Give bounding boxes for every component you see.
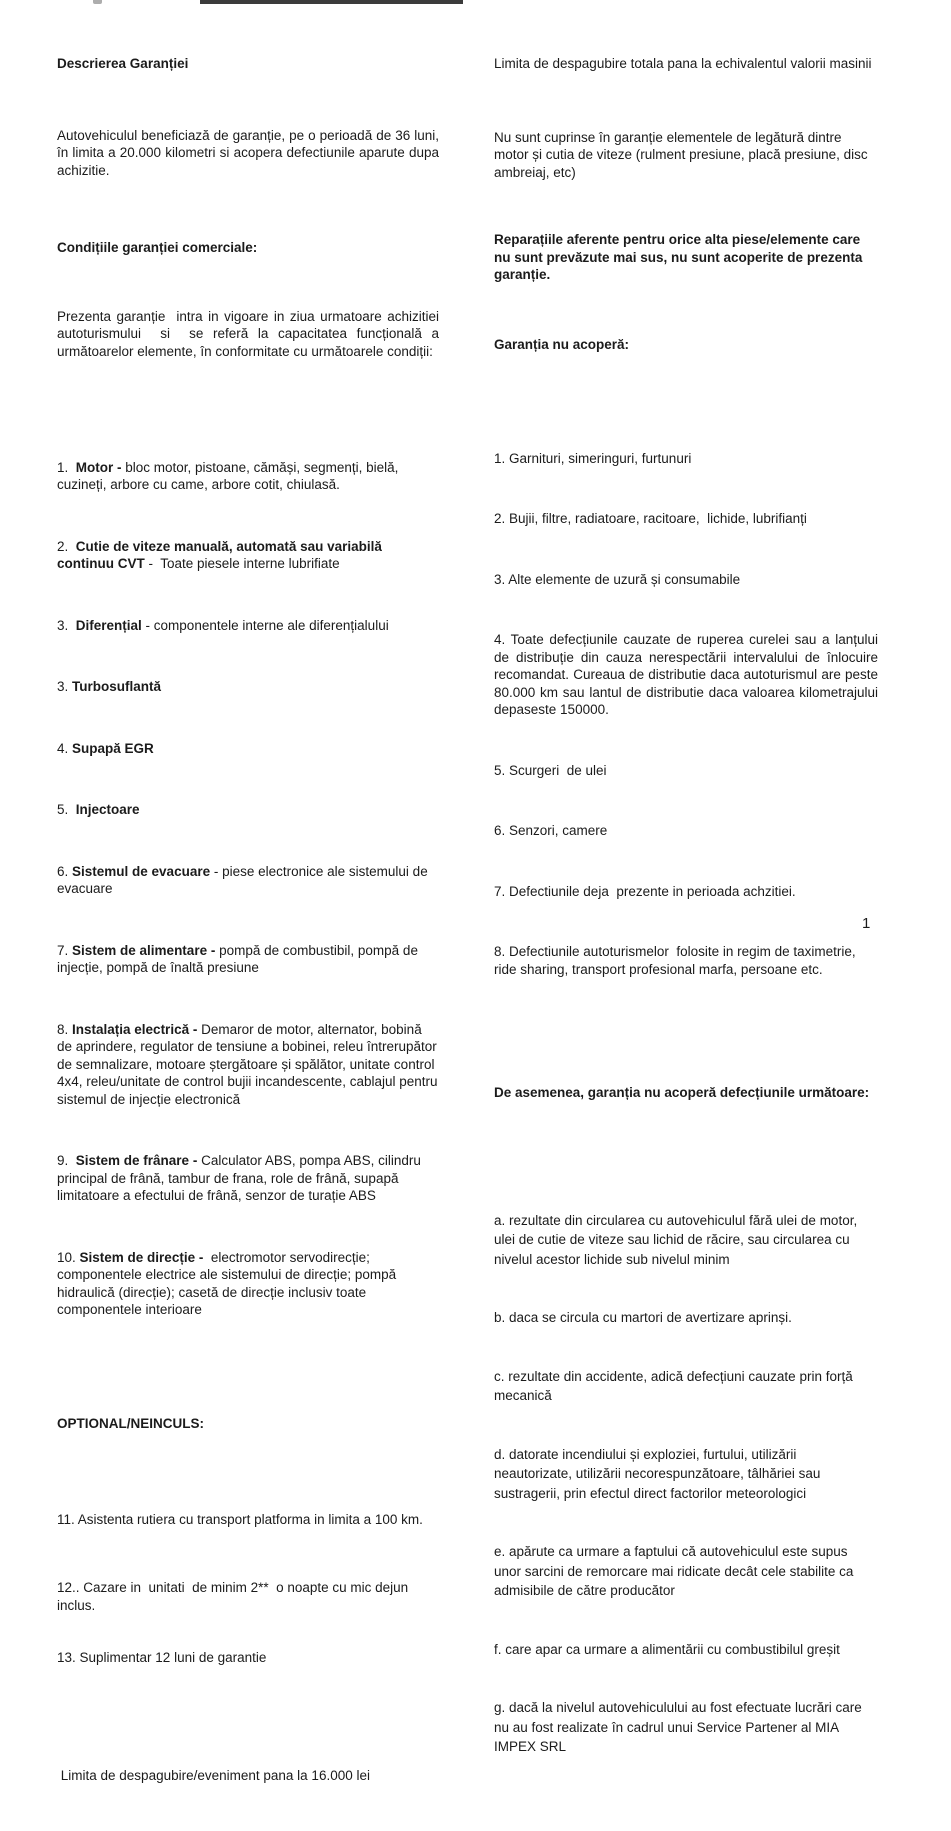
list-item-steering: [57, 1249, 439, 1319]
warranty-description-heading: Descrierea Garanției: [57, 56, 189, 71]
item-title: Sistem de direcție -: [79, 1249, 204, 1265]
item-text: - piese electronice ale sistemului de evacuare: [57, 863, 432, 896]
item-title: Sistemul de evacuare: [72, 863, 211, 879]
optional-item-extra-warranty: 13. Suplimentar 12 luni de garantie: [57, 1650, 267, 1665]
list-item-exhaust: [57, 863, 439, 898]
item-text: - componentele interne ale diferențialului: [141, 617, 389, 633]
item-text: Demaror de motor, alternator, bobină de aprindere, regulator de tensiune a bobinei, releu întrerupător de semnalizare, motoare ștergătoare și spălător, unitate control 4x4, releu/unitate de control bujii incandescente, cablajul pentru sistemul de injecție electronică: [57, 1021, 442, 1107]
item-number: 9.: [57, 1153, 76, 1168]
total-limit-paragraph: Limita de despagubire totala pana la echivalentul valorii masinii: [494, 56, 872, 71]
not-covered-item-gaskets: 1. Garnituri, simeringuri, furtunuri: [494, 450, 692, 466]
optional-item-lodging: 12.. Cazare in unitati de minim 2** o noapte cu mic dejun inclus.: [57, 1580, 412, 1613]
page-number: 1: [862, 915, 871, 932]
list-item-differential: [57, 617, 439, 635]
list-item-egr: [57, 740, 439, 758]
list-item-gearbox: [57, 538, 439, 573]
item-number: 7.: [57, 942, 73, 958]
item-title: Motor -: [75, 459, 122, 475]
exclusion-item-f: f. care apar ca urmare a alimentării cu combustibilul greșit: [494, 1641, 840, 1657]
not-covered-item-belt: 4. Toate defecțiunile cauzate de ruperea curelei sau a lanțului de distribuție din cauza nerespectării intervalului de înlocuire recomandat. Cureaua de distributie daca autoturismul are peste 80.000 km sau lantul de distributie daca valoarea kilometrajului depaseste 150000.: [494, 632, 882, 717]
item-title: Instalația electrică -: [72, 1021, 198, 1037]
not-covered-heading: Garanția nu acoperă:: [494, 336, 630, 352]
item-title: Cutie de viteze manuală, automată sau variabilă continuu CVT: [57, 538, 386, 571]
item-text: electromotor servodirecție; componentele electrice ale sistemului de direcție; pompă hidraulică (direcție); casetă de direcție inclusiv toate componentele interioare: [57, 1249, 400, 1317]
also-not-covered-heading: De asemenea, garanția nu acoperă defecțiunile următoare:: [494, 1084, 870, 1100]
exclusion-item-d: d. datorate incendiului și exploziei, furtului, utilizării neautorizate, utilizării necorespunzătoare, tâlhăriei sau sustragerii, prin efectul direct factorilor meteorologici: [494, 1446, 825, 1501]
item-number: 8.: [57, 1021, 73, 1037]
item-text: Calculator ABS, pompa ABS, cilindru principal de frână, tambur de frana, role de frână, supapă limitatoare a efectului de frână, senzor de turație ABS: [57, 1153, 425, 1203]
optional-item-roadside: 11. Asistenta rutiera cu transport platforma in limita a 100 km.: [57, 1511, 423, 1527]
list-item-electrical: [57, 1021, 442, 1109]
list-item-brakes: [57, 1152, 439, 1205]
item-title: Injectoare: [75, 802, 140, 817]
repairs-not-covered-paragraph: Reparațiile aferente pentru orice alta piese/elemente care nu sunt prevăzute mai sus, nu sunt acoperite de prezenta garanție.: [494, 232, 867, 282]
item-title: Turbosuflantă: [72, 679, 162, 694]
list-item-motor: [57, 459, 439, 494]
exclusion-item-g: g. dacă la nivelul autovehiculului au fost efectuate lucrări care nu au fost realizate în cadrul unui Service Partener al MIA IMPEX SRL: [494, 1700, 870, 1754]
left-column: [57, 0, 443, 1820]
not-covered-item-preexisting: 7. Defectiunile deja prezente in perioada achzitiei.: [494, 883, 796, 899]
covered-elements-list: [57, 424, 442, 1363]
not-covered-item-taxi-use: 8. Defectiunile autoturismelor folosite in regim de taximetrie, ride sharing, transport profesional marfa, persoane etc.: [494, 944, 860, 977]
item-number: 5.: [57, 802, 76, 817]
exclusion-item-c: c. rezultate din accidente, adică defecțiuni cauzate prin forță mecanică: [494, 1368, 857, 1403]
item-number: 6.: [57, 863, 73, 879]
exclusion-item-a: a. rezultate din circularea cu autovehiculul fără ulei de motor, ulei de cutie de viteze sau lichid de răcire, sau circularea cu nivelul acestor lichide sub nivelul minim: [494, 1212, 861, 1267]
lettered-exclusions-list: [494, 1172, 878, 1796]
item-title: Diferențial: [75, 617, 142, 633]
item-text: bloc motor, pistoane, cămăși, segmenți, bielă, cuzineți, arbore cu came, arbore cotit, chiulasă.: [57, 459, 403, 492]
commercial-conditions-heading: Condițiile garanției comerciale:: [57, 240, 258, 255]
item-number: 1.: [57, 459, 76, 475]
right-column: [494, 0, 882, 1831]
exclusion-item-b: b. daca se circula cu martori de avertizare aprinși.: [494, 1310, 792, 1325]
item-number: 10.: [57, 1249, 80, 1265]
per-event-limit-line: Limita de despagubire/eveniment pana la 16.000 lei: [57, 1768, 370, 1783]
optional-heading: OPTIONAL/NEINCULS:: [57, 1416, 204, 1431]
not-covered-item-oil-leaks: 5. Scurgeri de ulei: [494, 762, 607, 778]
item-text: pompă de combustibil, pompă de injecție, pompă de înaltă presiune: [57, 942, 422, 975]
conditions-paragraph: Prezenta garanție intra in vigoare in ziua urmatoare achizitiei autoturismului si se referă la capacitatea funcțională a următoarelor elemente, în conformitate cu următoarele condiții:: [57, 308, 443, 359]
not-covered-item-wear: 3. Alte elemente de uzură și consumabile: [494, 571, 741, 587]
item-text: - Toate piesele interne lubrifiate: [144, 556, 340, 571]
list-item-fuel-system: [57, 942, 439, 977]
list-item-injectors: [57, 801, 439, 819]
optional-items-list: [57, 1476, 439, 1702]
item-number: 3.: [57, 617, 76, 633]
item-number: 3.: [57, 679, 73, 694]
not-included-paragraph: Nu sunt cuprinse în garanție elementele de legătură dintre motor și cutia de viteze (rulment presiune, placă presiune, disc ambreiaj, etc): [494, 129, 872, 180]
not-covered-item-consumables: 2. Bujii, filtre, radiatoare, racitoare, lichide, lubrifianți: [494, 511, 807, 526]
item-number: 4.: [57, 740, 73, 756]
item-title: Sistem de alimentare -: [72, 942, 216, 958]
not-covered-item-sensors: 6. Senzori, camere: [494, 823, 608, 838]
not-covered-list: [494, 415, 882, 1022]
list-item-turbo: [57, 678, 439, 696]
warranty-intro-paragraph: Autovehiculul beneficiază de garanție, pe o perioadă de 36 luni, în limita a 20.000 kilometri si acopera defectiunile aparute dupa achizitie.: [57, 127, 443, 178]
item-title: Supapă EGR: [72, 740, 154, 756]
item-title: Sistem de frânare -: [75, 1153, 198, 1168]
exclusion-item-e: e. apărute ca urmare a faptului că autovehiculul este supus unor sarcini de remorcare mai ridicate decât cele stabilite ca admisibile de către producător: [494, 1544, 858, 1598]
item-number: 2.: [57, 538, 76, 554]
